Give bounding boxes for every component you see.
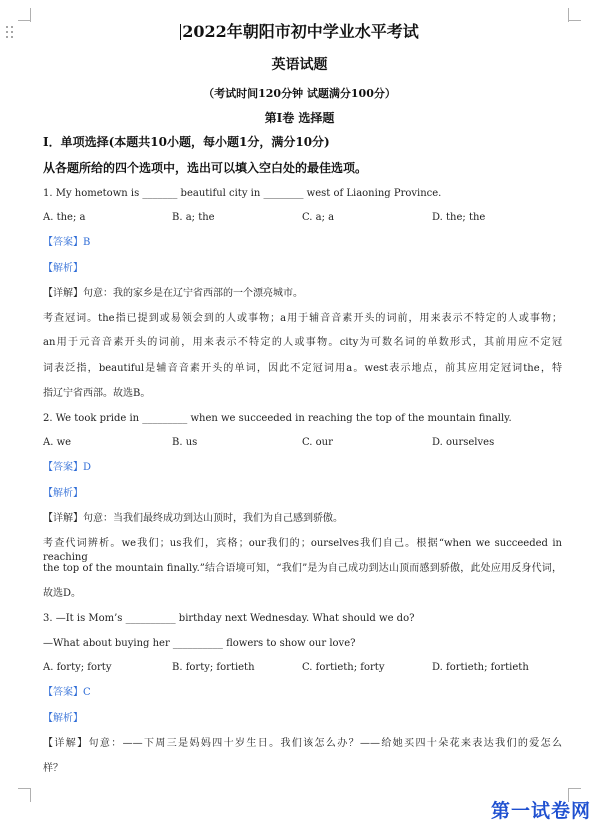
question-stem: 2. We took pride in _________ when we succeeded in reaching the top of the mountain finally. <box>43 413 512 424</box>
answer-label: 【答案】C <box>43 687 91 698</box>
answer-label: 【答案】B <box>43 237 91 248</box>
detail-line: 样？ <box>43 763 63 774</box>
analysis-label: 【解析】 <box>43 713 83 724</box>
detail-line: 指辽宁省西部。故选B。 <box>43 388 151 399</box>
crop-mark <box>568 788 581 789</box>
question-stem: 3. —It is Mom’s __________ birthday next Wednesday. What should we do? <box>43 613 415 624</box>
option: B. a; the <box>172 212 215 223</box>
question-stem: —What about buying her __________ flowers to show our love? <box>43 638 356 649</box>
exam-time-note: （考试时间120分钟 试题满分100分） <box>203 87 396 100</box>
option: B. forty; fortieth <box>172 662 255 673</box>
option: C. our <box>302 437 333 448</box>
option: A. we <box>43 437 72 448</box>
option: A. the; a <box>43 212 86 223</box>
detail-line: 故选D。 <box>43 588 82 599</box>
answer-label: 【答案】D <box>43 462 92 473</box>
option: C. fortieth; forty <box>302 662 385 673</box>
option: A. forty; forty <box>43 662 112 673</box>
detail-line: the top of the mountain finally.”结合语境可知，“我们”是为自己成功到达山顶而感到骄傲，此处应用反身代词， <box>43 563 562 574</box>
option: C. a; a <box>302 212 335 223</box>
document-title-text: 2022年朝阳市初中学业水平考试 <box>182 22 419 41</box>
detail-line: 词表泛指，beautiful是辅音音素开头的单词，因此不定冠词用a。west表示地点，前其应用定冠词the，特 <box>43 363 562 374</box>
section-heading: Ⅰ．单项选择(本题共10小题，每小题1分，满分10分) <box>43 135 330 149</box>
option: D. the; the <box>432 212 486 223</box>
option: D. ourselves <box>432 437 495 448</box>
document-subtitle: 英语试题 <box>271 57 328 73</box>
crop-mark <box>30 788 31 802</box>
crop-mark <box>18 788 31 789</box>
option: B. us <box>172 437 198 448</box>
option: D. fortieth; fortieth <box>432 662 529 673</box>
detail-line: 【详解】句意：当我们最终成功到达山顶时，我们为自己感到骄傲。 <box>43 513 343 524</box>
detail-line: 考查代词辨析。we我们；us我们，宾格；our我们的；ourselves我们自己。根据“when we succeeded in reaching <box>43 538 562 563</box>
detail-line: 【详解】句意：——下周三是妈妈四十岁生日。我们该怎么办？——给她买四十朵花来表达我们的爱怎么 <box>43 738 562 749</box>
detail-line: 【详解】句意：我的家乡是在辽宁省西部的一个漂亮城市。 <box>43 288 303 299</box>
watermark-logo: 第一试卷网 <box>490 800 591 822</box>
question-stem: 1. My hometown is _______ beautiful city in ________ west of Liaoning Province. <box>43 188 442 199</box>
analysis-label: 【解析】 <box>43 263 83 274</box>
document-title <box>0 19 599 42</box>
analysis-label: 【解析】 <box>43 488 83 499</box>
section-instruction: 从各题所给的四个选项中，选出可以填入空白处的最佳选项。 <box>43 161 368 175</box>
volume-heading: 第Ⅰ卷 选择题 <box>264 111 335 125</box>
detail-line: an用于元音音素开头的词前，用来表示不特定的人或事物。city为可数名词的单数形式，其前用应不定冠 <box>43 337 562 348</box>
detail-line: 考查冠词。the指已提到或易领会到的人或事物；a用于辅音音素开头的词前，用来表示不特定的人或事物； <box>43 313 562 324</box>
